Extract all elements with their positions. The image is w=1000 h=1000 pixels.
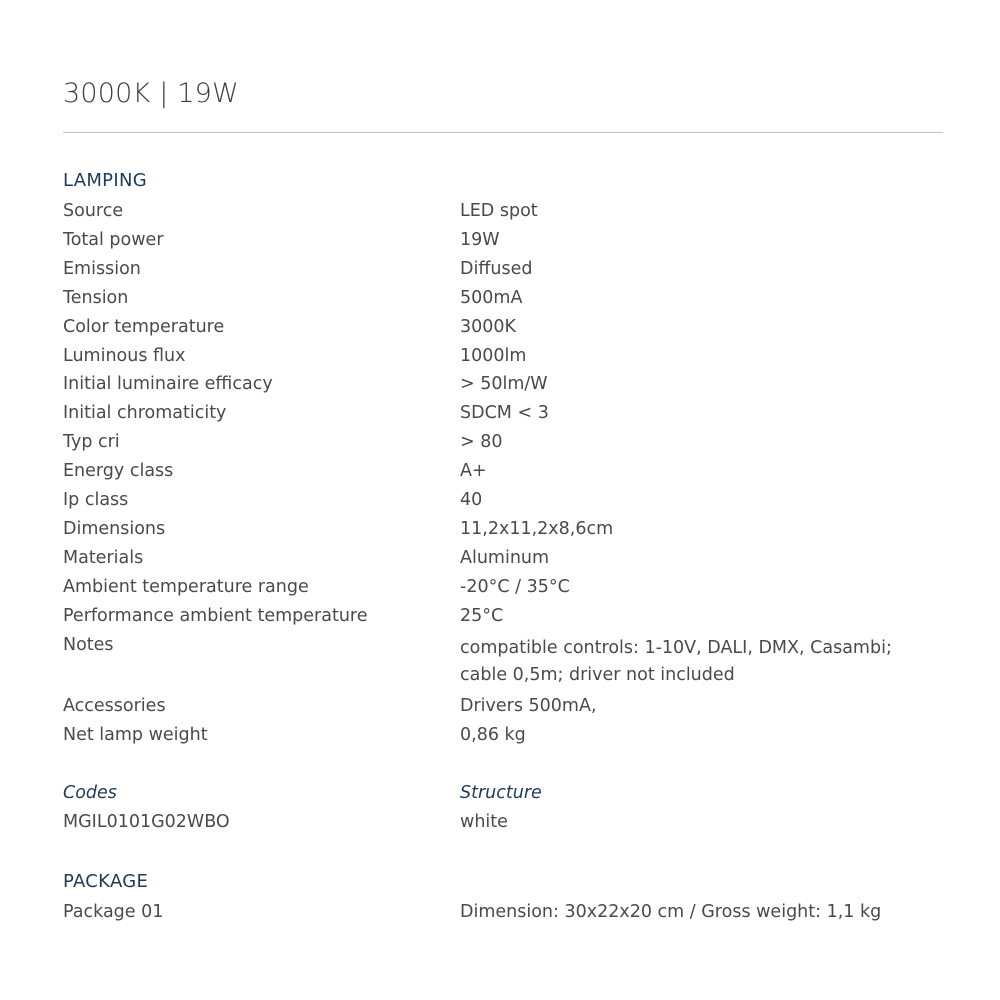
spec-label: Notes [63, 634, 114, 655]
spec-value: 500mA [460, 287, 523, 308]
spec-row-typ-cri [63, 428, 943, 457]
spec-value: 1000lm [460, 345, 527, 366]
spec-value: LED spot [460, 201, 538, 221]
spec-row-dimensions [63, 515, 943, 544]
spec-value: compatible controls: 1-10V, DALI, DMX, Casambi; cable 0,5m; driver not included [460, 637, 892, 685]
spec-label: Tension [63, 287, 129, 308]
spec-label: Dimensions [63, 518, 166, 539]
spec-row-tension [63, 284, 943, 313]
spec-row-materials [63, 544, 943, 573]
spec-value: 25°C [460, 605, 504, 626]
spec-value: Drivers 500mA, [460, 695, 597, 716]
spec-label: Luminous flux [63, 345, 186, 366]
package-label: Package 01 [63, 902, 164, 922]
spec-label: Initial luminaire efficacy [63, 374, 273, 395]
spec-row-initial-luminaire-efficacy [63, 370, 943, 399]
spec-value: 11,2x11,2x8,6cm [460, 518, 614, 539]
spec-label: Emission [63, 258, 141, 279]
spec-row-emission [63, 255, 943, 284]
spec-value: > 80 [460, 432, 503, 453]
spec-label: Total power [63, 229, 164, 250]
spec-label: Initial chromaticity [63, 403, 227, 424]
spec-label: Source [63, 201, 124, 221]
codes-heading: Codes [63, 783, 117, 803]
spec-label: Accessories [63, 695, 166, 716]
spec-label: Color temperature [63, 316, 225, 337]
spec-value: -20°C / 35°C [460, 576, 570, 597]
spec-row-notes [63, 631, 943, 689]
codes-value: MGIL0101G02WBO [63, 812, 230, 832]
spec-value: > 50lm/W [460, 374, 548, 395]
spec-row-ip-class [63, 486, 943, 515]
page-title: 3000K | 19W [63, 78, 239, 109]
spec-value: A+ [460, 461, 487, 482]
spec-value: 0,86 kg [460, 724, 526, 745]
spec-row-net-lamp-weight [63, 721, 943, 750]
spec-row-performance-ambient-temperature [63, 602, 943, 631]
lamping-spec-table [63, 197, 943, 749]
spec-label: Energy class [63, 461, 174, 482]
spec-label: Ip class [63, 490, 129, 511]
spec-row-energy-class [63, 457, 943, 486]
structure-value: white [460, 812, 508, 832]
spec-value: Aluminum [460, 547, 550, 568]
lamping-section-title: LAMPING [63, 170, 147, 191]
spec-row-luminous-flux [63, 342, 943, 371]
package-section-title: PACKAGE [63, 871, 149, 892]
package-value: Dimension: 30x22x20 cm / Gross weight: 1,1 kg [460, 902, 882, 922]
spec-value: 3000K [460, 316, 517, 337]
spec-label: Net lamp weight [63, 724, 208, 745]
spec-value: 40 [460, 490, 483, 511]
spec-row-initial-chromaticity [63, 399, 943, 428]
spec-row-total-power [63, 226, 943, 255]
structure-heading: Structure [460, 783, 542, 803]
spec-row-accessories [63, 692, 943, 721]
spec-row-source [63, 197, 943, 226]
spec-row-ambient-temperature-range [63, 573, 943, 602]
spec-row-color-temperature [63, 313, 943, 342]
title-divider [63, 132, 943, 133]
spec-label: Ambient temperature range [63, 576, 309, 597]
spec-value: SDCM < 3 [460, 403, 549, 424]
spec-label: Materials [63, 547, 144, 568]
spec-value: 19W [460, 229, 500, 250]
spec-value: Diffused [460, 258, 533, 279]
spec-label: Typ cri [63, 432, 120, 453]
spec-label: Performance ambient temperature [63, 605, 368, 626]
